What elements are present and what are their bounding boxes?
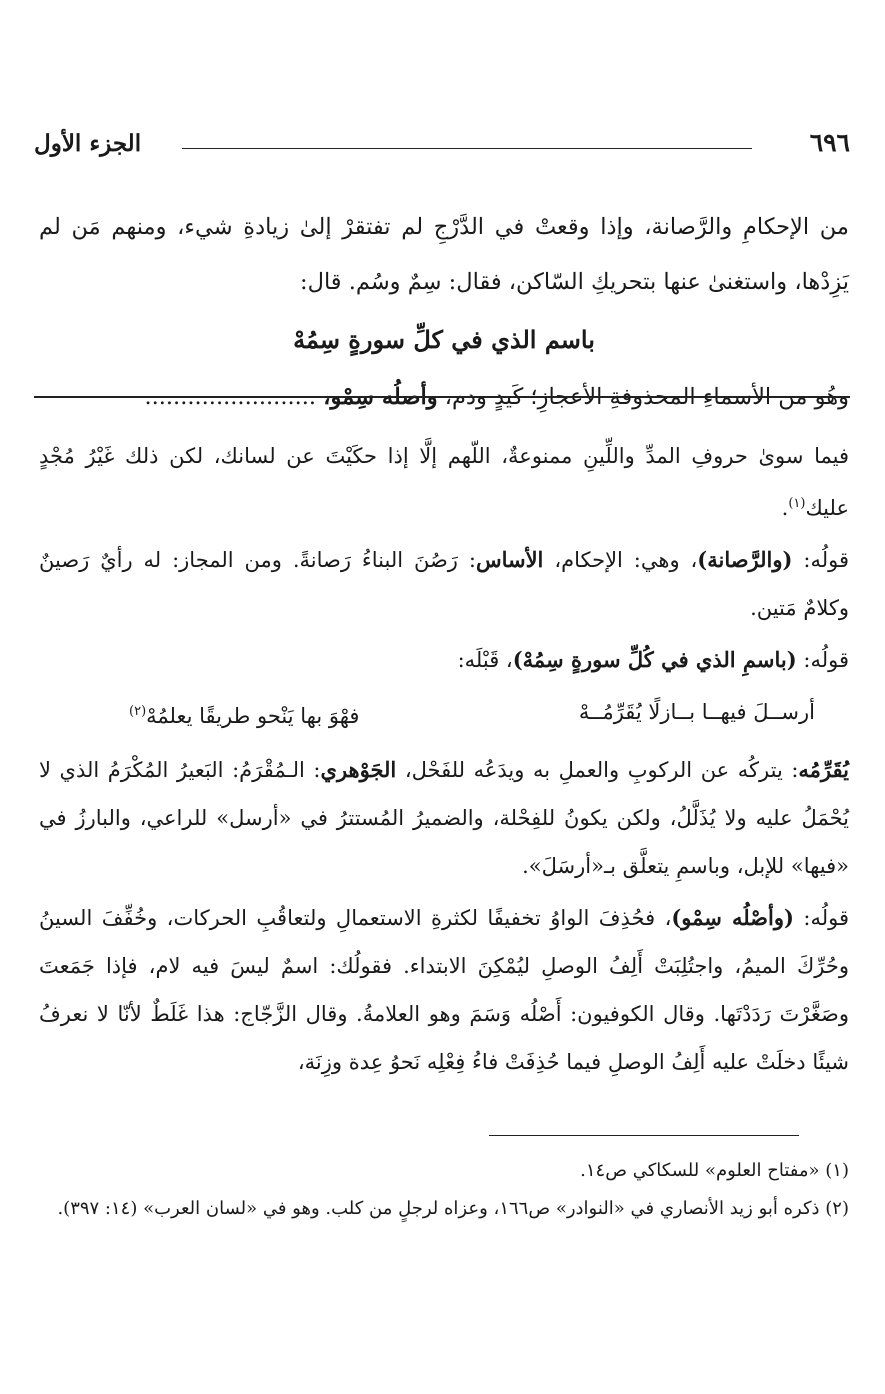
commentary-paragraph-4: يُقَرِّمُه: يتركُه عن الركوبِ والعملِ به ويدَعُه للفَحْل، الجَوْهري: الـمُقْرَمُ: البَعيرُ المُكْرَمُ الذي لا يُحْمَلُ عليه ولا يُذَلَّلُ، ولكن يكونُ للفِحْلة، والضميرُ المُستترُ في «أرسل» للراعي، والبارزُ في «فيها» للإبل، وباسمِ يتعلَّق بـ«أرسَلَ». xyxy=(39,757,849,878)
bold-phrase: وأصلُه سِمْو، xyxy=(323,384,438,410)
commentary-paragraph-1: فيما سوىٰ حروفِ المدِّ واللِّينِ ممنوعةٌ، اللّهم إلَّا إذا حكَيْتَ عن لسانك، لكن ذلك غَيْرُ مُجْدٍ عليك$^{(١)}$. xyxy=(39,444,849,520)
commentary-section xyxy=(39,432,849,1090)
footnote-2: (٢) ذكره أبو زيد الأنصاري في «النوادر» ص١٦٦، وعزاه لرجلٍ من كلب. وهو في «لسان العرب» (١٤: ٣٩٧). xyxy=(57,1198,849,1219)
page-number: ٦٩٦ xyxy=(809,128,850,157)
footnote-1: (١) «مفتاح العلوم» للسكاكي ص١٤. xyxy=(580,1160,849,1181)
main-paragraph: من الإحكامِ والرَّصانة، وإذا وقعتْ في الدَّرْجِ لم تفتقرْ إلىٰ زيادةِ شيء، ومنهم مَن لم يَزِدْها، واستغنىٰ عنها بتحريكِ السّاكن، فقال: سِمٌ وسُم. قال: xyxy=(39,214,849,295)
commentary-paragraph-2: قولُه: (والرَّصانة)، وهي: الإحكام، الأساس: رَصُنَ البناءُ رَصانةً. ومن المجاز: له رأيٌ رَصينٌ وكلامٌ مَتين. xyxy=(39,547,849,620)
footnotes xyxy=(39,1152,849,1228)
commentary-paragraph-3: قولُه: (باسمِ الذي في كُلِّ سورةٍ سِمُهْ)، قَبْلَه: xyxy=(457,647,849,672)
header-rule xyxy=(182,148,752,149)
footnote-ref-1: (١) xyxy=(788,496,806,511)
footnote-rule xyxy=(489,1135,799,1136)
volume-title: الجزء الأول xyxy=(34,130,142,157)
commentary-paragraph-5: قولُه: (وأصْلُه سِمْو)، فحُذِفَ الواوُ تخفيفًا لكثرةِ الاستعمالِ ولتعاقُبِ الحركات، وخُفِّفَ السينُ وحُرِّكَ الميمُ، واجتُلِبَتْ أَلِفُ الوصلِ ليُمْكِنَ الابتداء. فقولُك: اسمٌ ليسَ فيه لام، فإذا جَمَعتَ وصَغَّرْتَ رَدَدْتَها. وقال الكوفيون: أَصْلُه وَسَمَ وهو العلامةُ. وقال الزَّجّاج: هذا غَلَطٌ لأنّا لا نعرفُ شيئًا دخلَتْ عليه أَلِفُ الوصلِ فيما حُذِفَتْ فاءُ فِعْلِه نَحوُ عِدة وزِنَة، xyxy=(39,905,849,1074)
main-text xyxy=(39,200,849,425)
main-paragraph-2: وهُو من الأسماءِ المحذوفةِ الأعجازِ؛ كَيدٍ ودم، وأصلُه سِمْو، ........................ xyxy=(144,384,849,410)
commentary-separator xyxy=(34,396,850,398)
poetry-couplet xyxy=(39,688,849,740)
verse-hemistich-left: فهْوَ بها يَنْحو طريقًا يعلمُهْ$^{(٢)}$ xyxy=(129,704,360,728)
running-header xyxy=(34,128,850,168)
poetry-verse: باسم الذي في كلِّ سورةٍ سِمُهْ xyxy=(293,325,595,354)
footnote-ref-2: (٢) xyxy=(129,704,147,719)
verse-hemistich-right: أرســلَ فيهــا بــازلًا يُقَرِّمُــهْ xyxy=(578,700,815,724)
ellipsis-dots: ........................ xyxy=(144,384,317,410)
